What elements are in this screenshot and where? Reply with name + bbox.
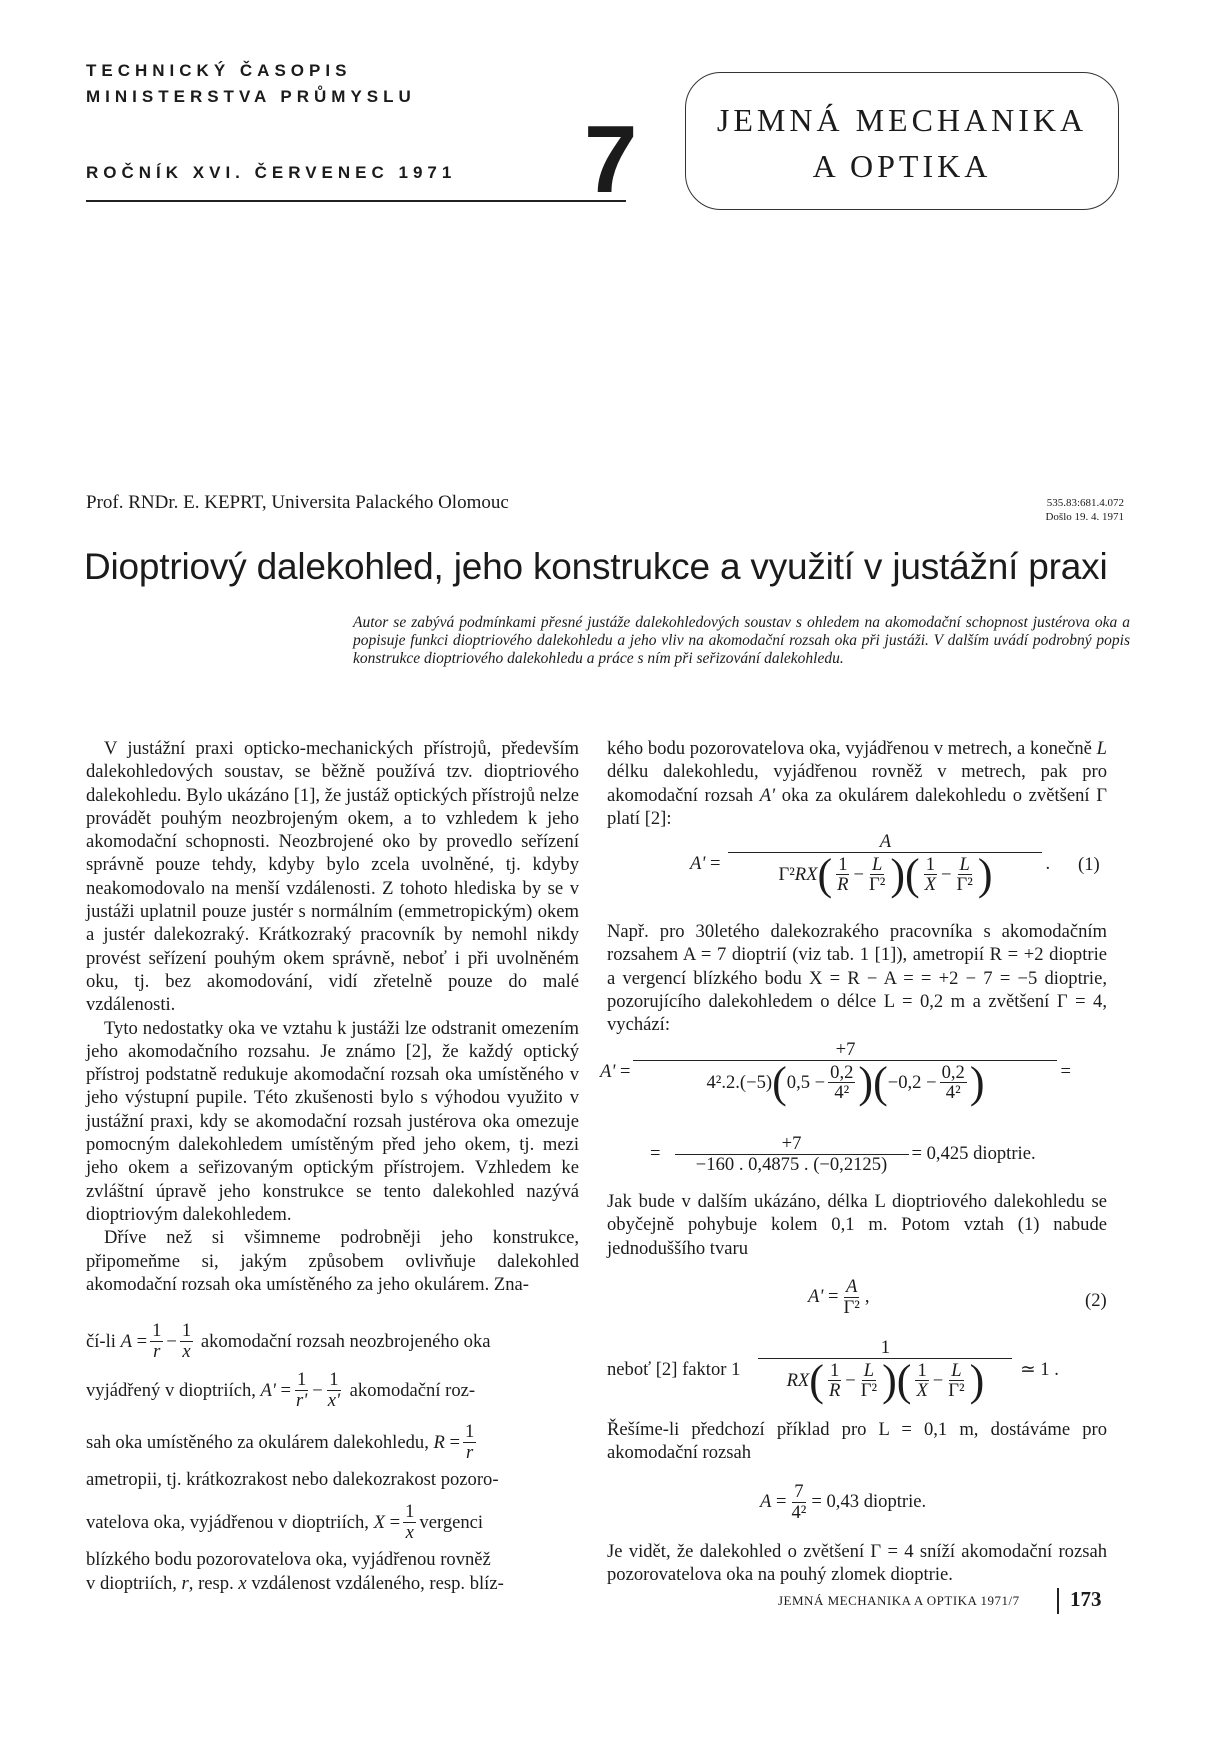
text-vyjadreny: vyjádřený v dioptriích,	[86, 1379, 256, 1401]
fraction-1-x-b: $\frac{1}{x}$	[405, 1500, 415, 1543]
equation-example-fraction: +7 4².2.(−5) ( 0,5 − $\frac{0,2}{\text{4²}}$ ) ( −0,2 − $\frac{0,2}{\text{4²}}$ )	[633, 1040, 1057, 1105]
received-date: Došlo 19. 4. 1971	[1045, 511, 1124, 523]
right-paragraph-2: Např. pro 30letého dalekozrakého pracovníka s akomodačním rozsahem A = 7 dioptrií (viz tab. 1 [1]), ametropií R = +2 dioptrie a vergencí blízkého bodu X = R − A = = +2 − 7 = −5 dioptrie, pozorujícího dalekohledem o délce L = 0,2 m a zvětšení Γ = 4, vychází:	[607, 921, 1107, 1036]
article-title: Dioptriový dalekohled, jeho konstrukce a využití v justážní praxi	[84, 546, 1108, 587]
left-inline-formulas	[86, 1318, 579, 1595]
journal-title-line-1: JEMNÁ MECHANIKA	[716, 102, 1088, 138]
text-blizkeho: blízkého bodu pozorovatelova oka, vyjádřenou rovněž	[86, 1549, 491, 1570]
equation-1-number: (1)	[1078, 854, 1100, 875]
text-vzdalenost: vzdálenost vzdáleného, resp. blíz-	[251, 1573, 504, 1594]
line-distances: v dioptriích, r, resp. x vzdálenost vzdáleného, resp. blíz-	[86, 1573, 504, 1594]
right-column-top	[607, 737, 1107, 830]
line-accommodation-telescope: vyjádřený v dioptriích, A' = $\frac{1}{r'}$ − $\frac{1}{x'}$ akomodační roz-	[86, 1368, 476, 1411]
page-number: 173	[1070, 1587, 1102, 1611]
fraction-1-r: $\frac{1}{r}$	[152, 1319, 162, 1362]
equation-3: A = $\frac{7}{\text{4²}}$ = 0,43 dioptrie.	[760, 1481, 927, 1523]
classification: 535.83:681.4.072	[1046, 497, 1124, 509]
right-paragraph-1: kého bodu pozorovatelova oka, vyjádřenou v metrech, a konečně L délku dalekohledu, vyjádřenou rovněž v metrech, pak pro akomodační rozsah A' oka za okulárem dalekohledu o zvětšení Γ platí [2]:	[607, 738, 1107, 829]
equation-1-fraction: A Γ² RX ( $\frac{1}{R}$ − $\frac{L}{\text{Γ²}}$ ) ( $\frac{1}{X}$ − $\frac{L}{\text{Γ²}}$ )	[728, 832, 1042, 897]
paragraph-1: V justážní praxi opticko-mechanických přístrojů, především dalekohledových soustav, se běžně používá tzv. dioptriového dalekohledu. Bylo ukázáno [1], že justáž optických přístrojů nelze provádět pouhým neozbrojeným okem, a to vzhledem k jeho akomodační schopnosti. Neozbrojené oko by provedlo seřízení správně pouze tehdy, kdyby bylo zcela uvolněné, tj. kdyby neakomodovalo na menší vzdálenosti. Z tohoto hlediska by se v justáži uplatnil pouze justér s normálním (emmetropickým) okem a justér dalekozraký. Krátkozraký pracovník by nemohl nikdy provést seřízení pouhým okem správně, neboť i při uvolněném oku, tj. bez akomodování, vidí zřetelně pouze do malé vzdálenosti.	[86, 738, 579, 1016]
journal-title-box	[685, 72, 1119, 210]
journal-title-line-2: A OPTIKA	[812, 148, 992, 184]
text-vyjadreny-rest: akomodační roz-	[349, 1379, 476, 1401]
equation-2-number: (2)	[1085, 1290, 1107, 1311]
right-column-end	[607, 1540, 1107, 1587]
fraction-1-xprime: $\frac{1}{x'}$	[327, 1368, 340, 1411]
paragraph-3: Dříve než si všimneme podrobněji jeho konstrukce, připomeňme si, jakým způsobem ovlivňuje dalekohled akomodační rozsah oka umístěného za jeho okulárem. Zna-	[86, 1227, 579, 1295]
text-p1b: délku dalekohledu, vyjádřenou rovněž v metrech, pak pro akomodační rozsah	[607, 761, 1107, 806]
text-p1a: kého bodu pozorovatelova oka, vyjádřenou v metrech, a konečně	[607, 738, 1092, 759]
equation-example: A' = +7 4².2.(−5) ( 0,5 − $\frac{0,2}{\text{4²}}$ ) ( −0,2 − $\frac{0,2}{\text{4²}}$ ) =	[600, 1039, 1071, 1107]
equation-example-fraction-2: $\frac{+7}{-160 . 0,4875 . (-0,2125)}$	[675, 1134, 909, 1174]
text-nebot: neboť [2] faktor 1	[607, 1359, 741, 1381]
text-resp: resp.	[198, 1573, 234, 1594]
publisher-line-2: MINISTERSTVA PRŮMYSLU	[86, 87, 416, 106]
author-line: Prof. RNDr. E. KEPRT, Universita Palackého Olomouc	[86, 492, 509, 513]
equation-example-result: = 0,425 dioptrie.	[911, 1143, 1036, 1165]
text-ci-li: čí-li	[86, 1330, 116, 1352]
fraction-1-rprime: $\frac{1}{r'}$	[296, 1368, 308, 1411]
right-paragraph-5: Řešíme-li předchozí příklad pro L = 0,1 m, dostáváme pro akomodační rozsah	[607, 1419, 1107, 1464]
factor-fraction: 1 RX ( $\frac{1}{R}$ − $\frac{L}{\text{Γ²}}$ ) ( $\frac{1}{X}$ − $\frac{L}{\text{Γ²}}$ )	[758, 1338, 1012, 1403]
publisher-line-1: TECHNICKÝ ČASOPIS	[86, 61, 352, 80]
text-ci-rest: akomodační rozsah neozbrojeného oka	[200, 1330, 491, 1352]
text-ametropii: ametropii, tj. krátkozrakost nebo dalekozrakost pozoro-	[86, 1469, 499, 1490]
fraction-1-r-b: $\frac{1}{r}$	[465, 1420, 475, 1463]
fraction-1-x: $\frac{1}{x}$	[181, 1319, 192, 1362]
right-paragraph-6: Je vidět, že dalekohled o zvětšení Γ = 4 sníží akomodační rozsah pozorovatelova oka na pouhý zlomek dioptrie.	[607, 1541, 1107, 1586]
footer-journal: JEMNÁ MECHANIKA A OPTIKA 1971/7	[778, 1593, 1020, 1608]
footer-divider	[1057, 1588, 1059, 1614]
text-v-dioptriich: v dioptriích,	[86, 1573, 177, 1594]
equation-1: A' = A Γ² RX ( $\frac{1}{R}$ − $\frac{L}{\text{Γ²}}$ ) ( $\frac{1}{X}$ − $\frac{L}{\text{Γ²}}$ ) .	[690, 831, 1051, 899]
equation-2: A' = $\frac{A}{\text{Γ²}}$ ,	[808, 1276, 870, 1318]
line-vergence-def: vatelova oka, vyjádřenou v dioptriích, X = $\frac{1}{x}$ vergenci	[86, 1500, 484, 1543]
right-paragraph-3: Jak bude v dalším ukázáno, délka L dioptriového dalekohledu se obyčejně pohybuje kolem 0,1 m. Potom vztah (1) nabude jednoduššího tvaru	[607, 1191, 1107, 1259]
volume-date: ROČNÍK XVI. ČERVENEC 1971	[86, 163, 457, 182]
masthead-rule	[86, 200, 626, 202]
right-column-lower	[607, 1418, 1107, 1465]
line-accommodation-def: čí-li A = $\frac{1}{r}$ − $\frac{1}{x}$ akomodační rozsah neozbrojeného oka	[86, 1319, 491, 1362]
text-sah: sah oka umístěného za okulárem dalekohledu,	[86, 1431, 429, 1453]
right-column-mid	[607, 1190, 1107, 1260]
text-vergenci: vergenci	[419, 1511, 484, 1533]
line-ametropy-def: sah oka umístěného za okulárem dalekohledu, R = $\frac{1}{r}$	[86, 1420, 475, 1463]
text-p1c: oka za okulárem dalekohledu o zvětšení Γ platí [2]:	[607, 784, 1107, 829]
issue-number: 7	[584, 106, 638, 213]
factor-line: neboť [2] faktor 1 1 RX ( $\frac{1}{R}$ − $\frac{L}{\text{Γ²}}$ ) ( $\frac{1}{X}$ − $\frac{L}{\text{Γ²}}$ ) ≃ 1 .	[607, 1337, 1059, 1405]
equation-example-step2: = $\frac{+7}{-160 . 0,4875 . (-0,2125)}$ = 0,425 dioptrie.	[650, 1133, 1036, 1175]
text-vatelova: vatelova oka, vyjádřenou v dioptriích,	[86, 1511, 369, 1533]
left-column	[86, 737, 579, 1296]
equation-3-result: = 0,43 dioptrie.	[811, 1491, 927, 1513]
paragraph-2: Tyto nedostatky oka ve vztahu k justáži lze odstranit omezením jeho akomodačního rozsahu. Je známo [2], že každý optický přístroj podstatně redukuje akomodační rozsah oka umístěného v jeho výstupní pupile. Této zkušenosti bylo s výhodou využito v justážní praxi, kdy se akomodační rozsah justérova oka omezuje pomocným dalekohledem umístěným před jeho okem, tj. mezi jeho okem a seřizovaným optickým přístrojem. Vzhledem ke zvláštní úpravě jeho konstrukce se tento dalekohled nazývá dioptriovým dalekohledem.	[86, 1017, 579, 1225]
right-column-example	[607, 920, 1107, 1036]
abstract: Autor se zabývá podmínkami přesné justáže dalekohledových soustav s ohledem na akomodační schopnost justérova oka a popisuje funkci dioptriového dalekohledu a jeho vliv na akomodační rozsah oka při justáži. V dalším uvádí podrobný popis konstrukce dioptriového dalekohledu a práce s ním při seřizování dalekohledu.	[353, 614, 1130, 667]
